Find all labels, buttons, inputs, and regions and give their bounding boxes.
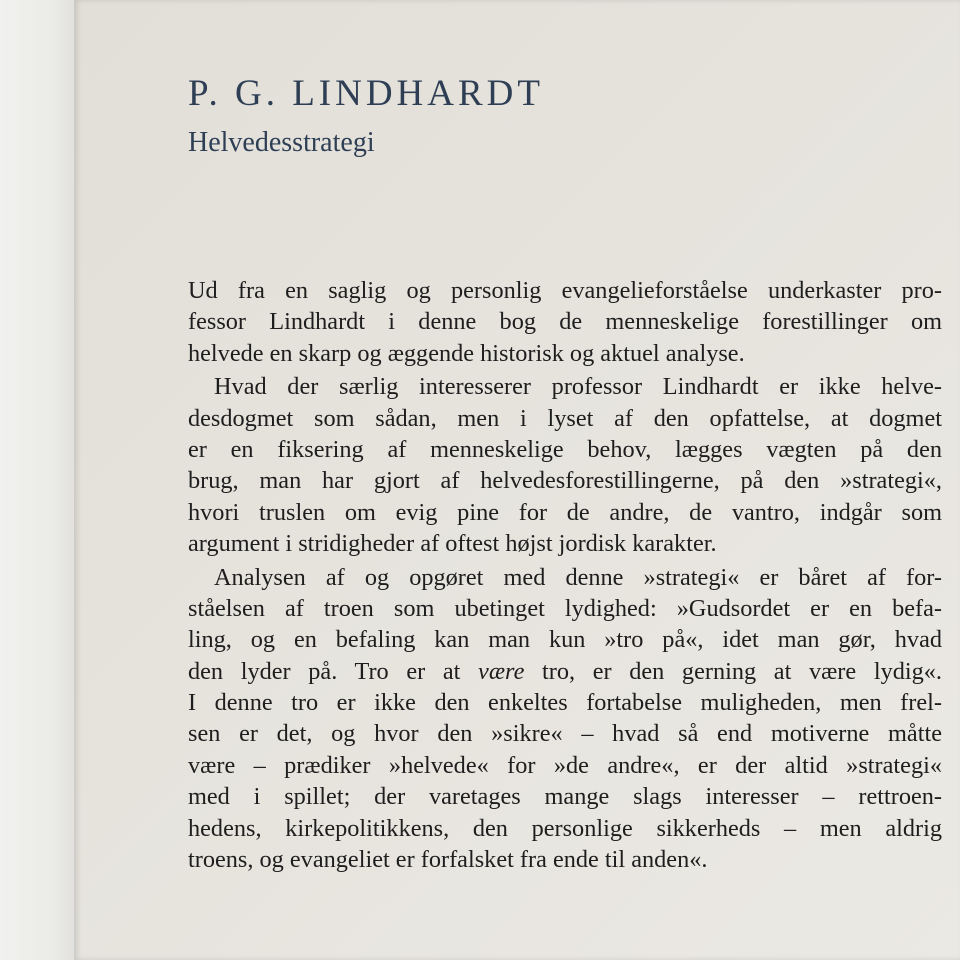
text-line: sen er det, og hvor den »sikre« – hvad så end motiverne måtte bbox=[188, 720, 942, 748]
text-line: hvori truslen om evig pine for de andre, de vantro, indgår som bbox=[188, 498, 942, 526]
facing-page-edge bbox=[0, 0, 74, 960]
italic-word: være bbox=[478, 657, 525, 685]
paragraph-3 bbox=[188, 562, 942, 876]
text-line: ling, og en befaling kan man kun »tro på«, idet man gør, hvad bbox=[188, 626, 942, 654]
text-line: er en fiksering af menneskelige behov, lægges vægten på den bbox=[188, 435, 942, 463]
text-line: Hvad der særlig interesserer professor Lindhardt er ikke helve- bbox=[214, 373, 942, 401]
text-line: brug, man har gjort af helvedesforestillingerne, på den »strategi«, bbox=[188, 467, 942, 495]
paragraph-1 bbox=[188, 275, 942, 369]
text-line: ståelsen af troen som ubetinget lydighed: »Gudsordet er en befa- bbox=[188, 594, 942, 622]
text-line: desdogmet som sådan, men i lyset af den opfattelse, at dogmet bbox=[188, 404, 942, 432]
text-line: den lyder på. Tro er at være tro, er den gerning at være lydig«. bbox=[188, 657, 942, 685]
text-line: troens, og evangeliet er forfalsket fra ende til anden«. bbox=[188, 846, 708, 874]
paragraph-2 bbox=[188, 371, 942, 559]
text-line: være – prædiker »helvede« for »de andre«, er der altid »strategi« bbox=[188, 751, 942, 779]
blurb-text bbox=[188, 275, 942, 875]
text-line: fessor Lindhardt i denne bog de menneskelige forestillinger om bbox=[188, 308, 942, 336]
author-name: P. G. LINDHARDT bbox=[188, 73, 544, 114]
book-title: Helvedesstrategi bbox=[188, 127, 375, 158]
text-line: med i spillet; der varetages mange slags interesser – rettroen- bbox=[188, 783, 942, 811]
text-line: argument i stridigheder af oftest højst jordisk karakter. bbox=[188, 530, 717, 558]
text-line: I denne tro er ikke den enkeltes fortabelse muligheden, men frel- bbox=[188, 689, 942, 717]
text-line: Analysen af og opgøret med denne »strategi« er båret af for- bbox=[214, 563, 942, 591]
text-line: Ud fra en saglig og personlig evangelieforståelse underkaster pro- bbox=[188, 277, 942, 304]
text-line: hedens, kirkepolitikkens, den personlige sikkerheds – men aldrig bbox=[188, 814, 942, 842]
text-line: helvede en skarp og æggende historisk og aktuel analyse. bbox=[188, 339, 745, 367]
